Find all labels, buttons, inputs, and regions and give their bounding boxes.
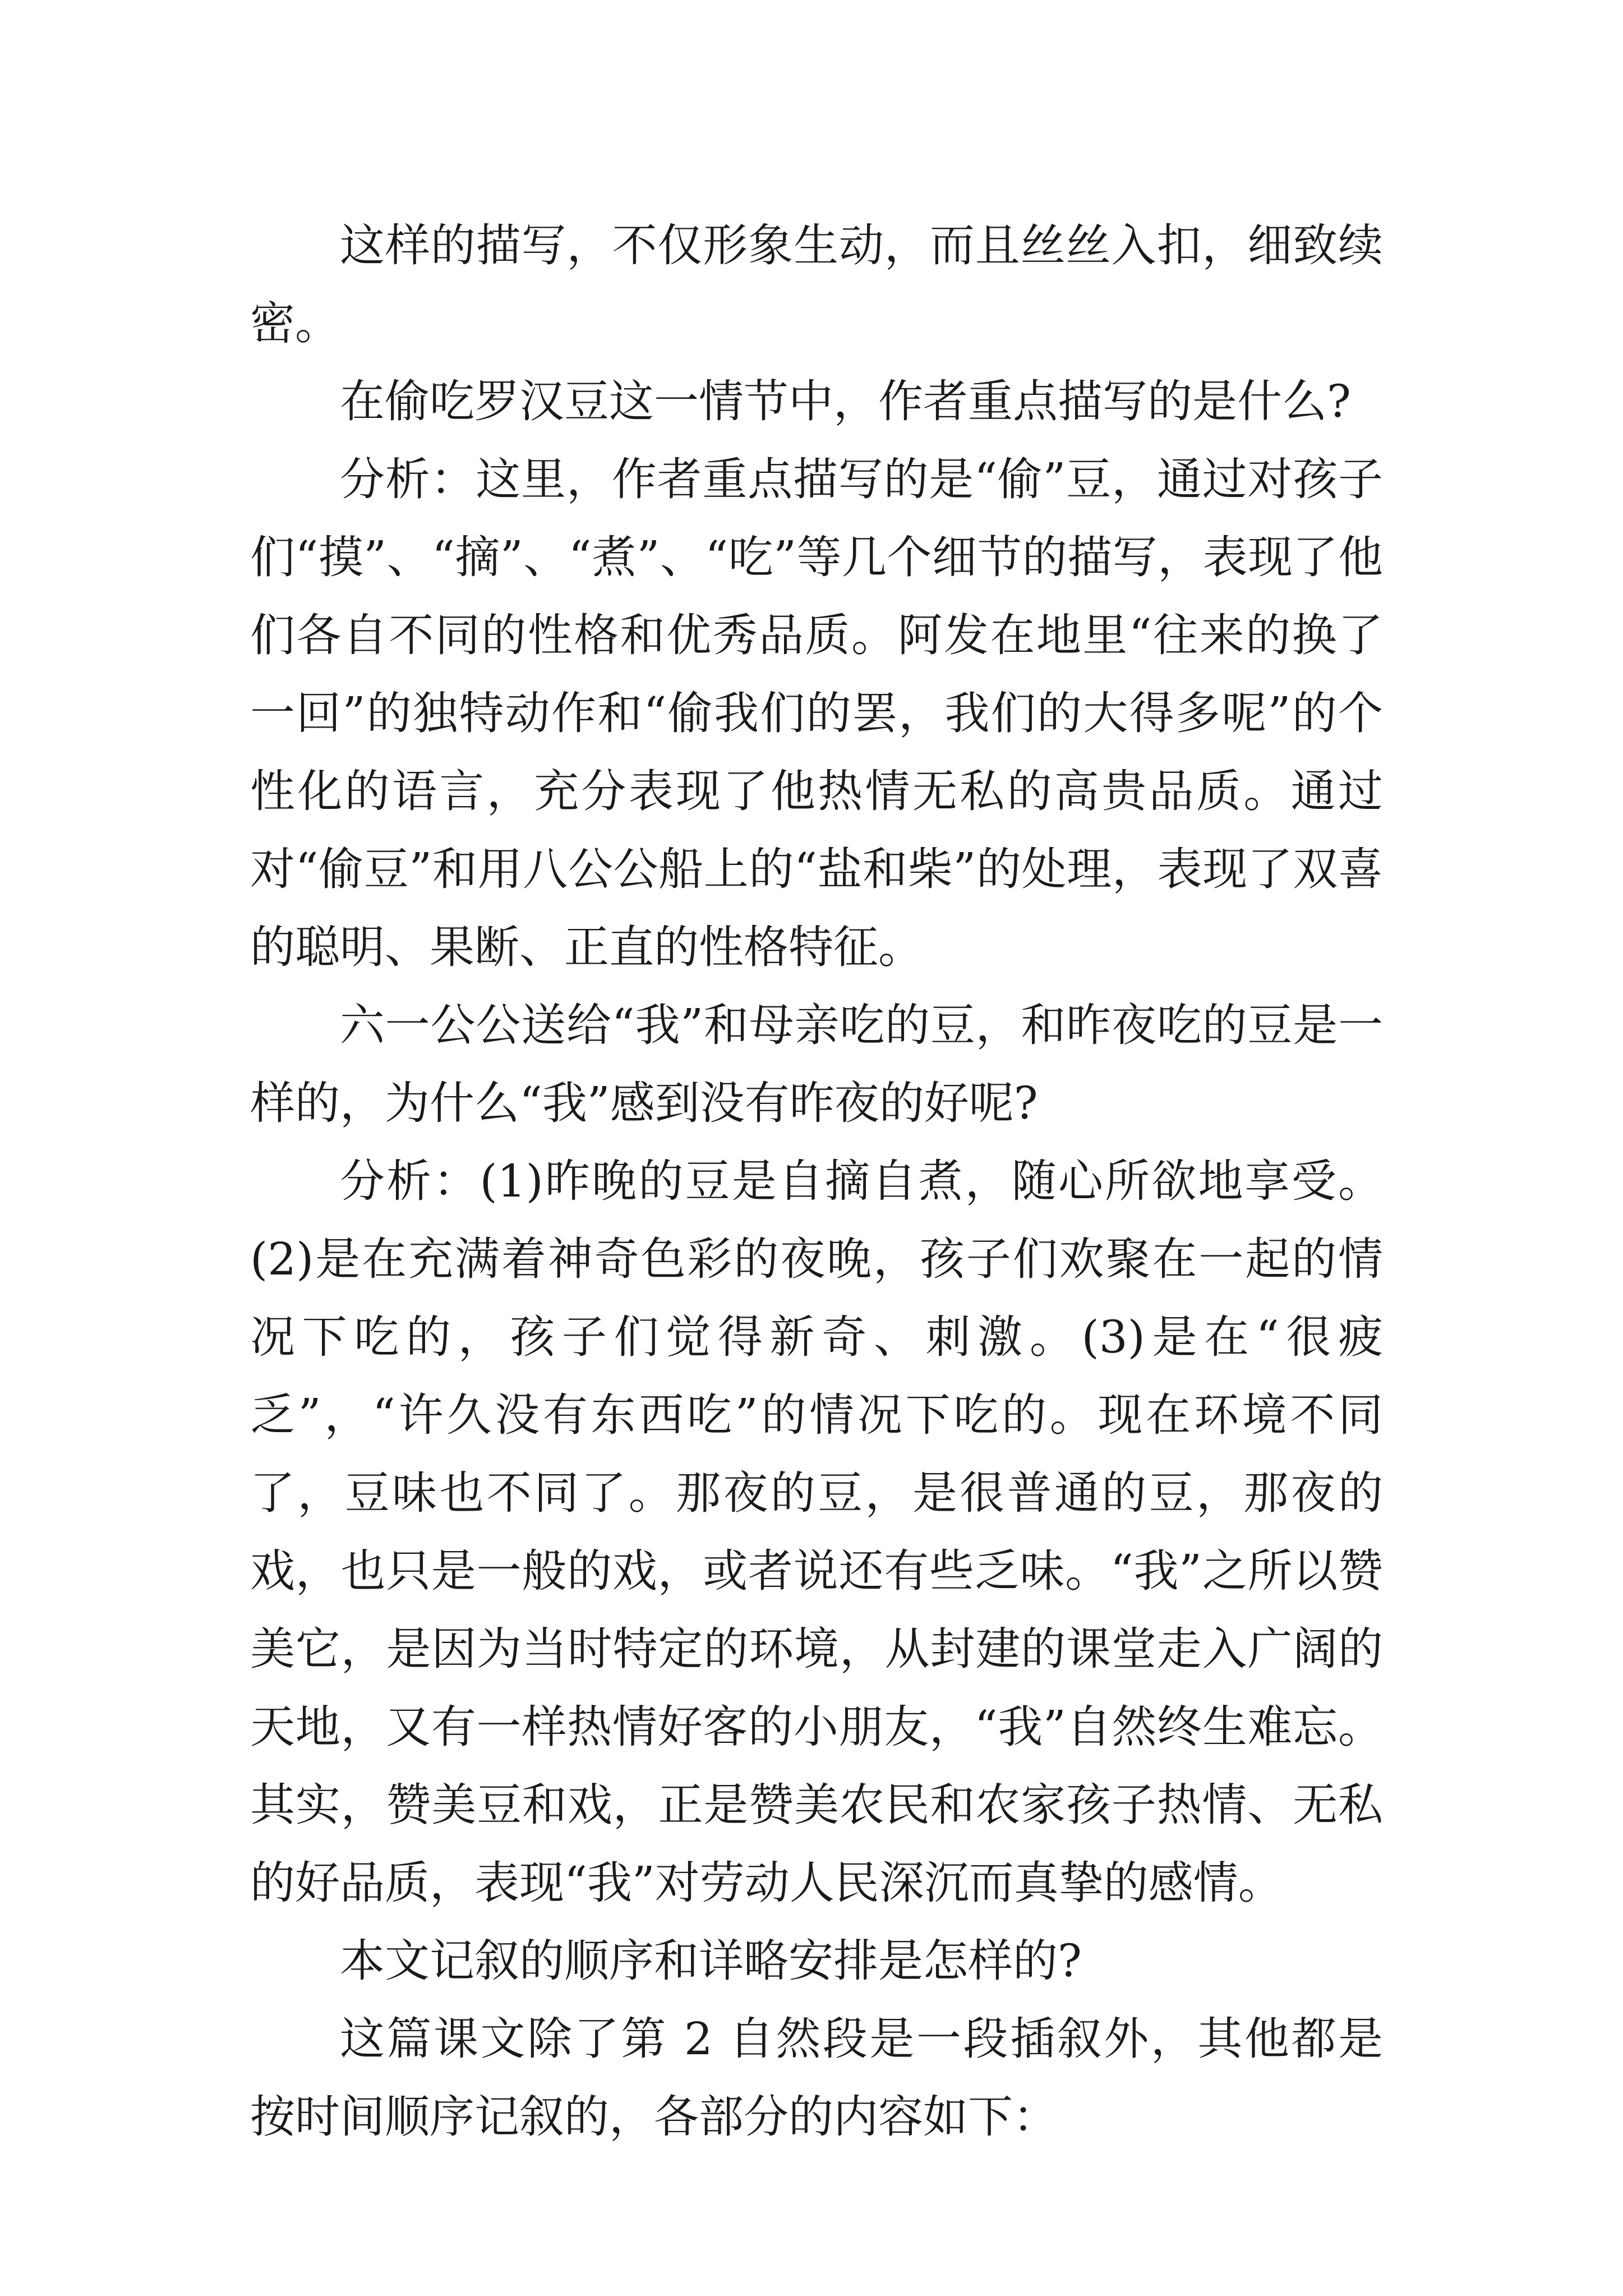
paragraph-analysis-stealing-beans: 分析：这里，作者重点描写的是“偷”豆，通过对孩子们“摸”、“摘”、“煮”、“吃”等几个细节的描写，表现了他们各自不同的性格和优秀品质。阿发在地里“往来的换了一回”的独特动作和“偷我们的罢，我们的大得多呢”的个性化的语言，充分表现了他热情无私的高贵品质。通过对“偷豆”和用八公公船上的“盐和柴”的处理，表现了双喜的聪明、果断、正直的性格特征。: [250, 453, 1383, 973]
document-body: [250, 206, 1383, 2156]
paragraph-analysis-liuyi-beans: 分析：(1)昨晚的豆是自摘自煮，随心所欲地享受。(2)是在充满着神奇色彩的夜晚，孩子们欢聚在一起的情况下吃的，孩子们觉得新奇、刺激。(3)是在“很疲乏”，“许久没有东西吃”的情况下吃的。现在环境不同了，豆味也不同了。那夜的豆，是很普通的豆，那夜的戏，也只是一般的戏，或者说还有些乏味。“我”之所以赞美它，是因为当时特定的环境，从封建的课堂走入广阔的天地，又有一样热情好客的小朋友，“我”自然终生难忘。其实，赞美豆和戏，正是赞美农民和农家孩子热情、无私的好品质，表现“我”对劳动人民深沉而真挚的感情。: [250, 1155, 1383, 1909]
paragraph-question-liuyi-beans: 六一公公送给“我”和母亲吃的豆，和昨夜吃的豆是一样的，为什么“我”感到没有昨夜的好呢?: [250, 999, 1383, 1129]
paragraph-question-narrative-order: 本文记叙的顺序和详略安排是怎样的?: [340, 1935, 1082, 1987]
paragraph-question-stealing-beans: 在偷吃罗汉豆这一情节中，作者重点描写的是什么?: [340, 375, 1351, 427]
paragraph-narrative-order: 这篇课文除了第 2 自然段是一段插叙外，其他都是按时间顺序记叙的，各部分的内容如下：: [250, 2013, 1383, 2143]
paragraph-description-summary: 这样的描写，不仅形象生动，而且丝丝入扣，细致续密。: [250, 219, 1383, 349]
